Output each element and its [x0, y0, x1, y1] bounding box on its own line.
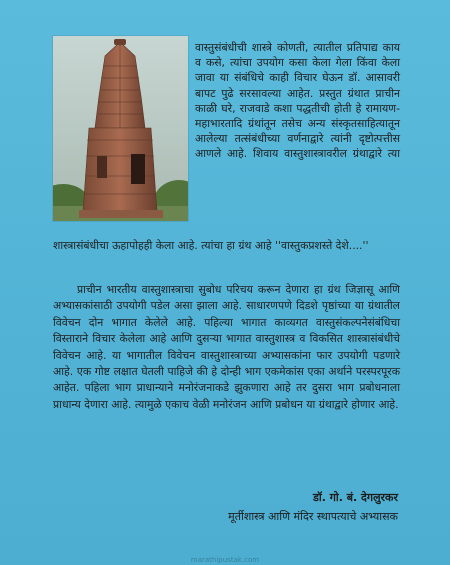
temple-illustration: [53, 36, 188, 221]
author-name: डॉ. गो. बं. देगलुरकर: [312, 491, 398, 504]
intro-paragraph-tail: शास्त्रासंबंधीचा ऊहापोहही केला आहे. त्यांचा हा ग्रंथ आहे ''वास्तुकप्रशस्ते देशे....'': [53, 239, 369, 252]
watermark: marathipustak.com: [190, 556, 260, 564]
author-title: मूर्तीशास्त्र आणि मंदिर स्थापत्याचे अभ्यासक: [228, 510, 398, 523]
description-paragraph: प्राचीन भारतीय वास्तुशास्त्राचा सुबोध परिचय करून देणारा हा ग्रंथ जिज्ञासू आणि अभ्यासकांसाठी उपयोगी पडेल असा झाला आहे. साधारणपणे दिडशे पृष्ठांच्या या ग्रंथातील विवेचन दोन भागात केलेले आहे. पहिल्या भागात काव्यगत वास्तुसंकल्पनेसंबंधिचा विस्ताराने विचार केलेला आहे आणि दुसऱ्या भागात वास्तुशास्त्र व विकसित शास्त्रासंबंधीचे विवेचन आहे. या भागातील विवेचन वास्तुशास्त्राच्या अभ्यासकांना फार उपयोगी पडणारे आहे. एक गोष्ट लक्षात घेतली पाहिजे की हे दोन्ही भाग एकमेकांस एका अर्थाने परस्परपूरक आहेत. पहिला भाग प्राधान्याने मनोरंजनाकडे झुकणारा आहे तर दुसरा भाग प्रबोधनाला प्राधान्य देणारा आहे. त्यामुळे एकाच वेळी मनोरंजन आणि प्रबोधन या ग्रंथाद्वारे होणार आहे.: [53, 283, 400, 411]
signature-block: [228, 490, 398, 525]
temple-photo: [53, 36, 188, 221]
intro-paragraph-top: वास्तुसंबंधीची शास्त्रे कोणती, त्यातील प्रतिपाद्य काय व कसे, त्यांचा उपयोग कसा केला गेला किंवा केला जावा या संबंधिचे काही विचार घेऊन डॉ. आसावरी बापट पुढे सरसावल्या आहेत. प्रस्तुत ग्रंथात प्राचीन काळी घरे, राजवाडे कशा पद्धतीची होती हे रामायण-महाभारतादि ग्रंथांतून तसेच अन्य संस्कृतसाहित्यातून आलेल्या तत्संबंधीच्या वर्णनाद्वारे त्यांनी दृष्टोत्पत्तीस आणले आहे. शिवाय वास्तुशास्त्रावरील ग्रंथाद्वारे त्या: [195, 41, 400, 161]
